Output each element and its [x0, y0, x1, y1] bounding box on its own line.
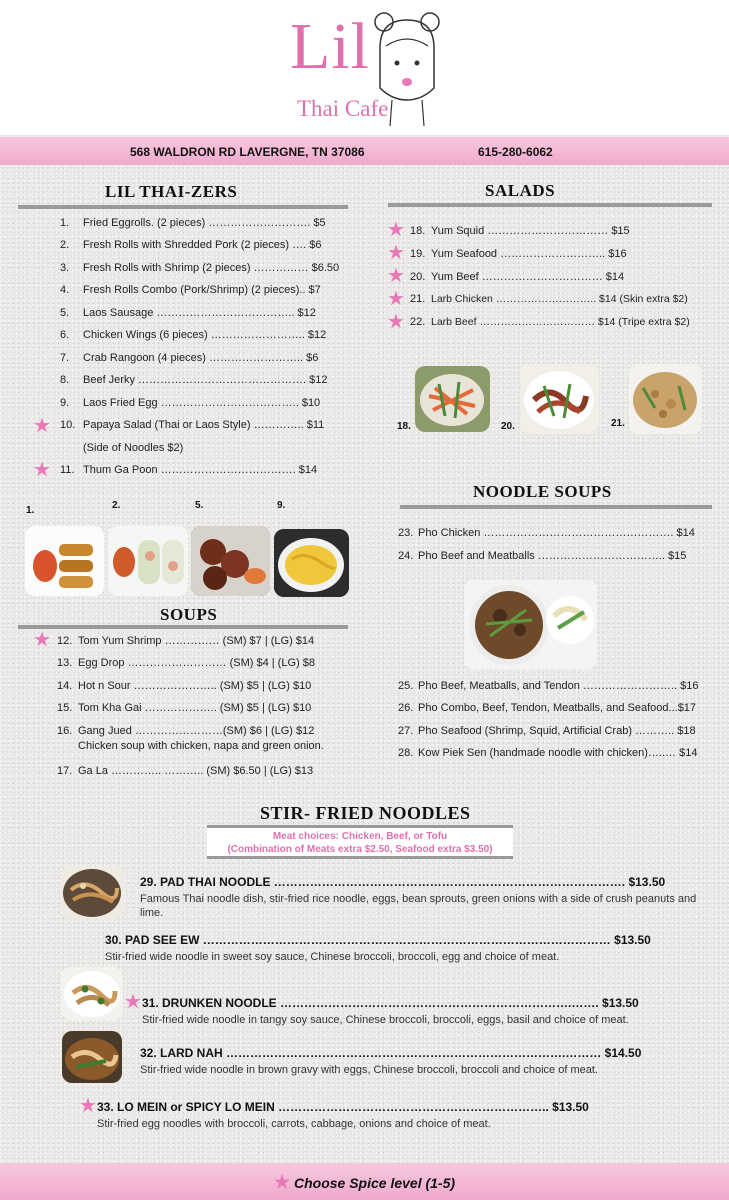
- item-number: 27.: [398, 725, 414, 737]
- menu-item: Thum Ga Poon ………………………………. $14: [83, 464, 318, 476]
- photo-label: 2.: [112, 500, 121, 511]
- item-number: 2.: [60, 239, 70, 251]
- section-rule: [18, 625, 348, 629]
- logo-girl-illustration: [372, 8, 442, 128]
- item-number: 1.: [60, 217, 70, 229]
- item-number: 6.: [60, 329, 70, 341]
- menu-item: Yum Squid …………………………… $15: [431, 225, 630, 237]
- star-icon: ★: [387, 265, 405, 287]
- noodle-item-desc: Stir-fried wide noodle in sweet soy sauce, Chinese broccoli, broccoli, egg and choice of meat.: [105, 951, 560, 963]
- star-icon: ★: [273, 1172, 291, 1192]
- noodle-item-name: 30. PAD SEE EW ………………………………………………………………………………………… $13.50: [105, 933, 651, 947]
- item-number: 4.: [60, 284, 70, 296]
- item-number: 7.: [60, 352, 70, 364]
- meat-choices-box: [207, 825, 513, 859]
- noodle-item-desc: Stir-fried wide noodle in tangy soy sauce, Chinese broccoli, broccoli, eggs, basil and choice of meat.: [142, 1014, 629, 1026]
- menu-item: Pho Seafood (Shrimp, Squid, Artificial Crab) ……….. $18: [418, 725, 696, 737]
- menu-item: Fresh Rolls with Shrimp (2 pieces) …………… $6.50: [83, 262, 340, 274]
- footer: [0, 1172, 729, 1193]
- food-photo-drunken-noodle: [61, 967, 123, 1020]
- food-photo-yum-beef: [520, 364, 599, 434]
- item-number: 8.: [60, 374, 70, 386]
- item-number: 3.: [60, 262, 70, 274]
- item-number: 10.: [60, 419, 76, 431]
- photo-label: 20.: [501, 421, 515, 432]
- item-number: 21.: [410, 293, 426, 305]
- menu-item: Fresh Rolls Combo (Pork/Shrimp) (2 pieces).. $7: [83, 284, 321, 296]
- star-icon: ★: [387, 311, 405, 333]
- menu-item: Crab Rangoon (4 pieces) …………………….. $6: [83, 352, 319, 364]
- noodle-item-name: 32. LARD NAH ………………………………………………………………………….……… $14.50: [140, 1046, 642, 1060]
- menu-item: Yum Seafood ……………………….. $16: [431, 248, 627, 260]
- menu-item: Yum Beef …………………………… $14: [431, 271, 625, 283]
- photo-label: 18.: [397, 421, 411, 432]
- menu-item: Pho Beef and Meatballs …………………………….. $15: [418, 550, 687, 562]
- logo-wordmark: Lil: [290, 10, 370, 83]
- meat-choices-line: Meat choices: Chicken, Beef, or Tofu: [272, 831, 448, 842]
- food-photo-larb-chicken: [629, 364, 702, 434]
- menu-item: Larb Beef …………………………… $14 (Tripe extra $2): [431, 316, 690, 328]
- food-photo-lard-nah: [62, 1031, 122, 1083]
- food-photo-pad-thai: [61, 866, 124, 919]
- item-number: 19.: [410, 248, 426, 260]
- food-photo-yum-squid: [415, 366, 490, 432]
- noodle-item-name: 29. PAD THAI NOODLE ……………………………………………………………………………. $13.50: [140, 875, 666, 889]
- section-rule: [388, 203, 712, 207]
- menu-item: Ga La ………….. ……….. (SM) $6.50 | (LG) $13: [78, 765, 314, 777]
- item-number: 14.: [57, 680, 73, 692]
- food-photo-eggrolls: [25, 526, 104, 596]
- logo-subtitle: Thai Cafe: [297, 96, 389, 121]
- item-number: 11.: [60, 464, 75, 476]
- item-number: 22.: [410, 316, 426, 328]
- noodle-item-desc: Stir-fried egg noodles with broccoli, carrots, cabbage, onions and choice of meat.: [97, 1118, 491, 1130]
- noodle-item-desc: Stir-fried wide noodle in brown gravy with eggs, Chinese broccoli, broccoli and choice of meat.: [140, 1064, 598, 1076]
- menu-item: Papaya Salad (Thai or Laos Style) ………….. $11: [83, 419, 325, 431]
- section-title-stir-fried: STIR- FRIED NOODLES: [260, 803, 471, 823]
- star-icon: ★: [387, 288, 405, 310]
- star-icon: ★: [79, 1095, 97, 1117]
- section-rule: [400, 505, 712, 509]
- menu-item: Pho Chicken ……………………………………………. $14: [418, 527, 695, 539]
- star-icon: ★: [387, 219, 405, 241]
- photo-label: 9.: [277, 500, 286, 511]
- menu-item: Kow Piek Sen (handmade noodle with chicken)…..… $14: [418, 747, 698, 759]
- item-number: 9.: [60, 397, 70, 409]
- item-number: 17.: [57, 765, 73, 777]
- menu-item: Gang Jued ……………………(SM) $6 | (LG) $12: [78, 725, 315, 737]
- star-icon: ★: [33, 629, 51, 651]
- item-number: 18.: [410, 225, 426, 237]
- star-icon: ★: [33, 459, 51, 481]
- star-icon: ★: [387, 242, 405, 264]
- menu-item: Larb Chicken ……………………….. $14 (Skin extra $2): [431, 293, 688, 305]
- spice-level-note: Choose Spice level (1-5): [293, 1175, 456, 1191]
- noodle-item-name: 33. LO MEIN or SPICY LO MEIN ………………………………………………………….. $13.50: [97, 1100, 589, 1114]
- section-title-soups: SOUPS: [160, 605, 218, 624]
- menu-item-note: (Side of Noodles $2): [83, 442, 184, 454]
- item-number: 23.: [398, 527, 414, 539]
- menu-item: Hot n Sour ………………….. (SM) $5 | (LG) $10: [78, 680, 312, 692]
- phone: 615-280-6062: [478, 145, 553, 159]
- food-photo-fresh-rolls: [108, 526, 188, 596]
- item-number: 28.: [398, 747, 414, 759]
- menu-item: Beef Jerky ………………………………………. $12: [83, 374, 328, 386]
- menu-item: Fried Eggrolls. (2 pieces) ………………………. $5: [83, 217, 326, 229]
- noodle-item-name: 31. DRUNKEN NOODLE ……………………………………………………………….……. $13.50: [142, 996, 639, 1010]
- item-number: 5.: [60, 307, 70, 319]
- meat-extra-line: (Combination of Meats extra $2.50, Seafood extra $3.50): [227, 844, 493, 855]
- item-number: 13.: [57, 657, 73, 669]
- section-title-noodle-soups: NOODLE SOUPS: [473, 482, 612, 501]
- photo-label: 1.: [26, 505, 35, 516]
- item-number: 16.: [57, 725, 73, 737]
- menu-item: Pho Combo, Beef, Tendon, Meatballs, and Seafood...$17: [418, 702, 697, 714]
- star-icon: ★: [33, 415, 51, 437]
- item-number: 24.: [398, 550, 414, 562]
- item-number: 20.: [410, 271, 426, 283]
- menu-item: Chicken Wings (6 pieces) …………………….. $12: [83, 329, 327, 341]
- photo-label: 21.: [611, 418, 625, 429]
- item-number: 25.: [398, 680, 414, 692]
- menu-item: Tom Kha Gai ……………….. (SM) $5 | (LG) $10: [78, 702, 312, 714]
- menu-item-note: Chicken soup with chicken, napa and green onion.: [78, 740, 324, 752]
- menu-item: Fresh Rolls with Shredded Pork (2 pieces) …. $6: [83, 239, 322, 251]
- section-rule: [18, 205, 348, 209]
- item-number: 15.: [57, 702, 73, 714]
- section-title-thaizers: LIL THAI-ZERS: [105, 182, 238, 201]
- menu-item: Tom Yum Shrimp …………… (SM) $7 | (LG) $14: [78, 635, 315, 647]
- menu-item: Laos Sausage ……………………………….. $12: [83, 307, 316, 319]
- item-number: 12.: [57, 635, 73, 647]
- address: 568 WALDRON RD LAVERGNE, TN 37086: [130, 145, 365, 159]
- menu-item: Pho Beef, Meatballs, and Tendon …………………….. $16: [418, 680, 699, 692]
- photo-label: 5.: [195, 500, 204, 511]
- section-title-salads: SALADS: [485, 181, 556, 200]
- item-number: 26.: [398, 702, 414, 714]
- food-photo-pho: [464, 580, 597, 669]
- food-photo-fried-egg: [274, 529, 349, 597]
- noodle-item-desc: Famous Thai noodle dish, stir-fried rice noodle, eggs, bean sprouts, green onions with a side of crush peanuts and lime.: [140, 893, 697, 919]
- star-icon: ★: [124, 991, 142, 1013]
- food-photo-laos-sausage: [191, 526, 270, 596]
- menu-item: Egg Drop ……………………… (SM) $4 | (LG) $8: [78, 657, 315, 669]
- menu-item: Laos Fried Egg ……………………………….. $10: [83, 397, 321, 409]
